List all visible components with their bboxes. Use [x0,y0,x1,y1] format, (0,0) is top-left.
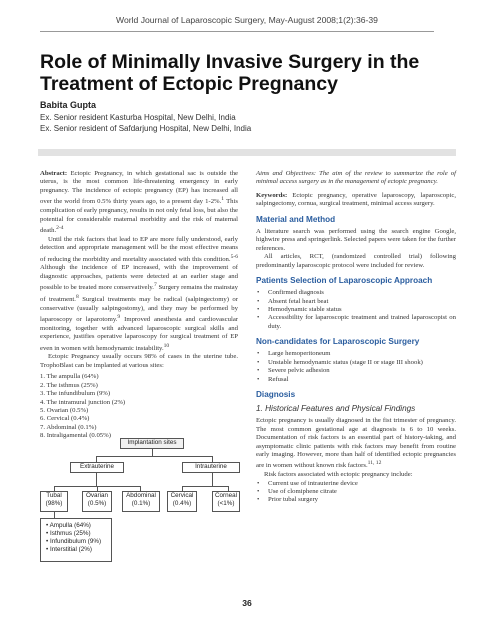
affiliation-2: Ex. Senior resident of Safdarjung Hospital, New Delhi, India [40,124,252,133]
list-item: • Severe pelvic adhesion [257,367,330,375]
list-item: • Use of clomiphene citrate [257,488,337,496]
list-item: • Ampulla (64%) [46,522,91,529]
list-item: • Hemodynamic stable status [257,305,342,313]
non-candidates-list [256,350,456,384]
abstract-label: Abstract: [40,170,68,177]
risk-factors-list [256,480,456,505]
list-item: 8. Intraligamental (0.05%) [40,432,111,440]
tubal-box: Tubal (98%) [40,491,68,512]
article-title [40,51,480,95]
history-paragraph: Ectopic pregnancy is usually diagnosed in the fist trimester of pregnancy. The most common gestational age at diagnosis is 6 to 10 weeks. Documentation of risk factors is an essential part of history-taking, and asymptomatic clinic patients with risk factors may benefit from routine early imaging. However, more than half of identified ectopic pregnancies are in women without known risk factors.$^{11, 12}$ [256,417,456,470]
abdominal-box: Abdominal (0.1%) [122,491,160,512]
keywords-paragraph: Keywords: Ectopic pregnancy, operative laparoscopy, laparoscopic, salpingectomy, cornua, surgical treatment, minimal access surgery. [256,191,456,208]
material-paragraph-2: All articles, RCT, (randomized controlled trial) following predominantly laparoscopic protocol were included for review. [256,253,456,269]
aims-paragraph: Aims and Objectives: The aim of the review to summarize the role of minimal access surgery as in the management of ectopic pregnancy. [256,170,456,186]
list-item: • Refusal [257,375,289,383]
cervical-box: Cervical (0.4%) [167,491,197,512]
list-item: • Absent fetal heart beat [257,297,329,305]
list-item: • Isthmus (25%) [46,530,91,537]
section-heading-material: Material and Method [256,214,336,224]
diagram-connector [182,486,228,487]
page-number: 36 [242,598,252,608]
list-item: 5. Ovarian (0.5%) [40,406,89,414]
list-item: 4. The intramural junction (2%) [40,398,126,406]
list-item: 2. The isthmus (25%) [40,381,98,389]
list-item: • Current use of intrauterine device [257,479,358,487]
implantation-sites-list [40,373,238,441]
diagram-connector [152,449,153,456]
list-item: 3. The infundibulum (9%) [40,390,111,398]
list-item: 6. Cervical (0.4%) [40,415,90,423]
subsection-heading-history: 1. Historical Features and Physical Findings [256,404,416,414]
list-item: • Accessibility for laparoscopic treatment and trained laparoscopist on duty. [257,314,456,330]
header-rule [40,31,434,32]
section-heading-non-candidates: Non-candidates for Laparoscopic Surgery [256,337,420,347]
left-column [40,170,238,441]
aims-label: Aims and Objectives: [256,170,317,177]
sites-intro-paragraph: Ectopic Pregnancy usually occurs 98% of cases in the uterine tube. TrophoBlast can be implanted at various sites: [40,353,238,369]
list-item: • Interstitial (2%) [46,546,92,553]
patient-selection-list [256,289,456,331]
author-name: Babita Gupta [40,100,97,110]
abstract-paragraph: Abstract: Ectopic Pregnancy, in which gestational sac is outside the uterus, is the most common life-threatening emergency in early pregnancy. The incidence of ectopic pregnancy (EP) has increased all over the world from 0.5% thirty years ago, to a present day 1-2%.$^1$ This complication of early pregnancy, results in not only fetal loss, but also the potential for considerable maternal morbidity and the risk of maternal death.$^{2-4}$ [40,170,238,235]
diagram-connector [212,473,213,486]
affiliation-1: Ex. Senior resident Kasturba Hospital, New Delhi, India [40,113,236,122]
risk-intro-paragraph: Risk factors associated with ectopic pregnancy include: [264,471,413,479]
intro-paragraph: Until the risk factors that lead to EP are more fully understood, early detection and appropriate management will be the most effective means of reducing the morbidity and mortality associated with this condition.$^{5-6}$ Although the incidence of EP increased, with the improvement of diagnostic approaches, patients were detected at an earlier stage and possible to be treated more conservatively.$^7$ Surgery remains the mainstay of treatment.$^8$ Surgical treatments may be radical (salpingectomy) or conservative (usually salpingostomy), and they may be performed by laparoscopy or laparotomy.$^9$ Improved anesthesia and cardiovascular monitoring, together with advanced laparoscopic surgical skills and experience, justifies operative laparoscopy for surgical treatment of EP even in women with hemodynamic instability.$^{10}$ [40,235,239,352]
list-item: 1. The ampulla (64%) [40,373,99,381]
right-column [256,170,456,505]
section-heading-diagnosis: Diagnosis [256,390,296,400]
material-paragraph: A literature search was performed using the search engine Google, highwire press and springerlink. Selected papers were taken for the further references. [256,227,456,252]
list-item: • Prior tubal surgery [257,496,319,504]
tubal-subsites-box [40,518,112,562]
implantation-sites-diagram [40,438,240,588]
extrauterine-box: Extrauterine [70,462,124,473]
list-item: 7. Abdominal (0.1%) [40,423,97,431]
list-item: • Unstable hemodynamic status (stage II or stage III shook) [257,358,423,366]
keywords-label: Keywords: [256,191,288,199]
intrauterine-box: Intrauterine [182,462,240,473]
list-item: • Confirmed diagnosis [257,289,324,297]
diagram-connector [96,473,97,486]
title-line-2: Treatment of Ectopic Pregnancy [40,73,338,95]
ovarian-box: Ovarian (0.5%) [82,491,112,512]
title-line-1: Role of Minimally Invasive Surgery in the [40,51,420,73]
cornual-box: Corneal (<1%) [212,491,240,512]
diagram-root-box: Implantation sites [120,438,184,449]
journal-header: World Journal of Laparoscopic Surgery, May-August 2008;1(2):36-39 [116,15,378,25]
list-item: • Large hemoperitoneum [257,350,331,358]
section-divider [38,149,456,156]
list-item: • Infundibulum (9%) [46,538,102,545]
section-heading-patient-selection: Patients Selection of Laparoscopic Approach [256,276,433,286]
diagram-connector [96,456,212,457]
